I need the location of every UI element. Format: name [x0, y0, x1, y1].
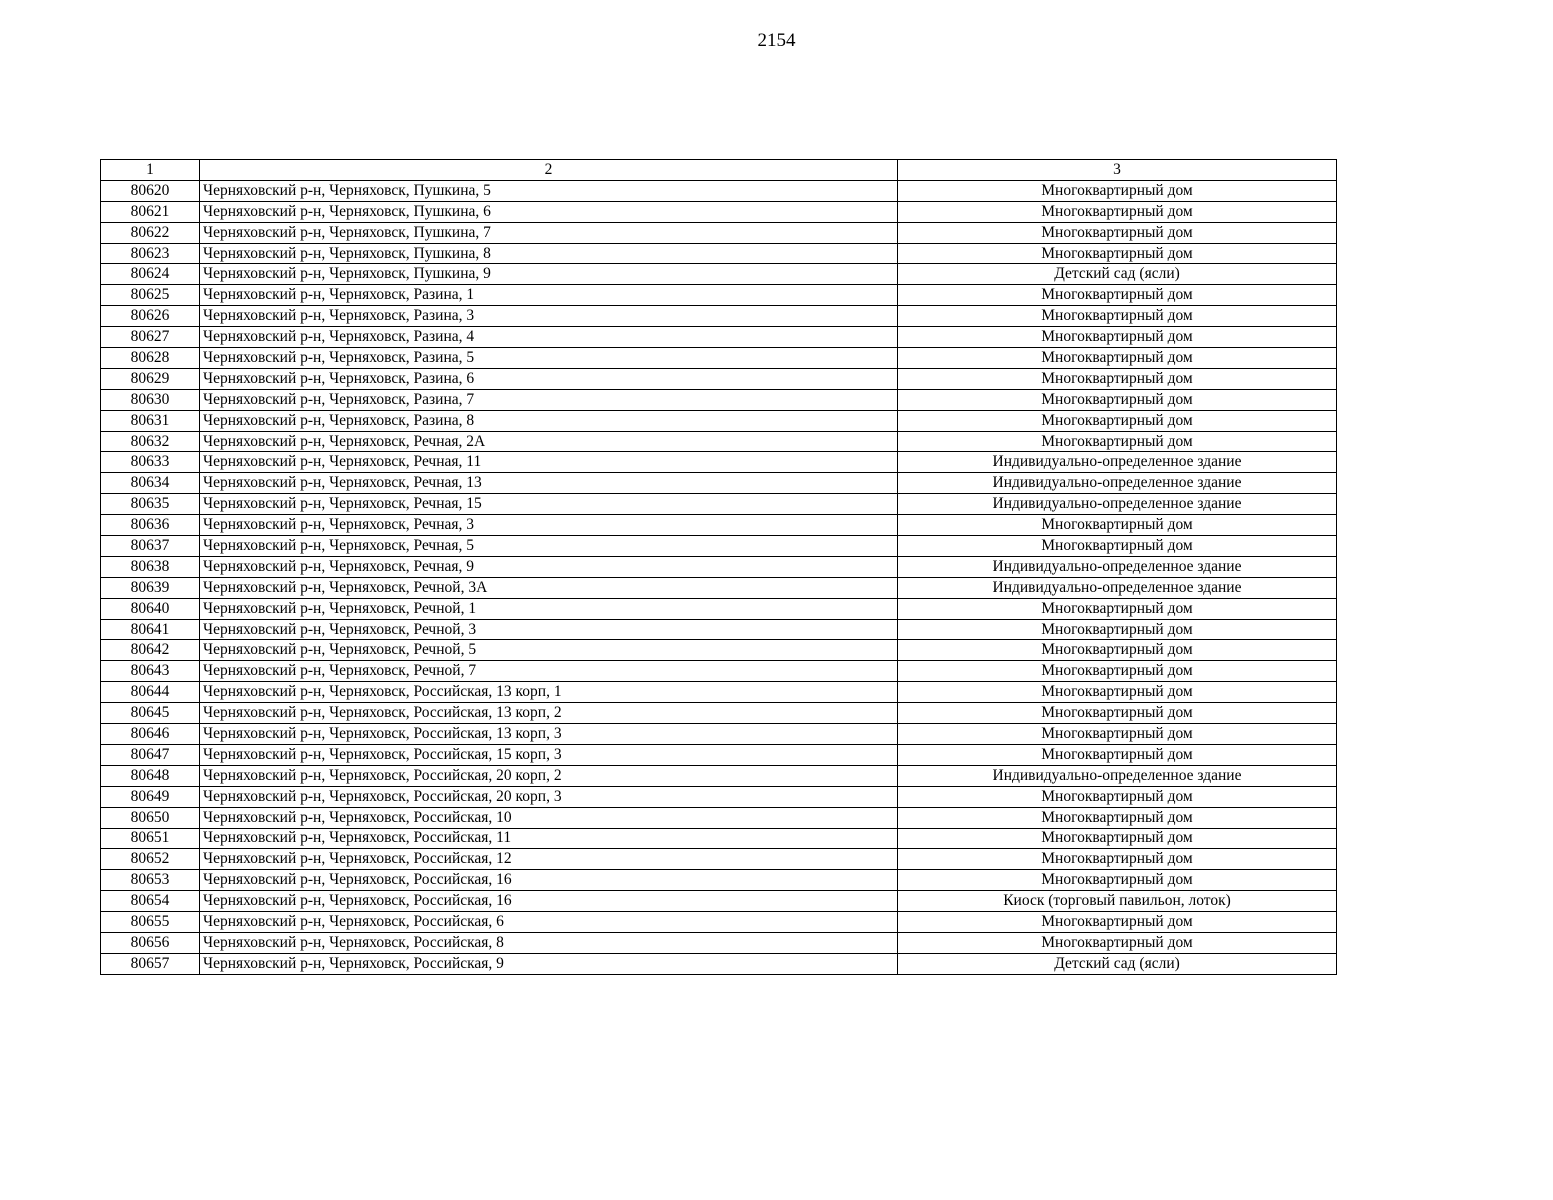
cell-id: 80623: [101, 243, 200, 264]
cell-id: 80637: [101, 536, 200, 557]
table-row: [101, 515, 1337, 536]
cell-address: Черняховский р-н, Черняховск, Российская, 6: [200, 912, 898, 933]
cell-id: 80655: [101, 912, 200, 933]
cell-address: Черняховский р-н, Черняховск, Российская, 9: [200, 953, 898, 974]
cell-object-type: Многоквартирный дом: [898, 180, 1337, 201]
cell-id: 80636: [101, 515, 200, 536]
cell-object-type: Многоквартирный дом: [898, 515, 1337, 536]
cell-object-type: Многоквартирный дом: [898, 619, 1337, 640]
cell-id: 80638: [101, 556, 200, 577]
cell-object-type: Многоквартирный дом: [898, 932, 1337, 953]
table-row: [101, 494, 1337, 515]
cell-address: Черняховский р-н, Черняховск, Разина, 3: [200, 306, 898, 327]
cell-id: 80652: [101, 849, 200, 870]
cell-object-type: Киоск (торговый павильон, лоток): [898, 891, 1337, 912]
cell-address: Черняховский р-н, Черняховск, Российская, 11: [200, 828, 898, 849]
cell-address: Черняховский р-н, Черняховск, Разина, 7: [200, 389, 898, 410]
table-row: [101, 932, 1337, 953]
table-row: [101, 285, 1337, 306]
cell-id: 80647: [101, 744, 200, 765]
table-row: [101, 306, 1337, 327]
cell-object-type: Индивидуально-определенное здание: [898, 556, 1337, 577]
cell-object-type: Многоквартирный дом: [898, 222, 1337, 243]
registry-table: [100, 159, 1337, 975]
cell-id: 80631: [101, 410, 200, 431]
cell-id: 80634: [101, 473, 200, 494]
cell-object-type: Многоквартирный дом: [898, 744, 1337, 765]
table-header-row: [101, 160, 1337, 181]
table-row: [101, 828, 1337, 849]
cell-object-type: Индивидуально-определенное здание: [898, 494, 1337, 515]
cell-object-type: Многоквартирный дом: [898, 368, 1337, 389]
cell-address: Черняховский р-н, Черняховск, Российская, 20 корп, 2: [200, 765, 898, 786]
table-row: [101, 577, 1337, 598]
table-row: [101, 180, 1337, 201]
cell-object-type: Многоквартирный дом: [898, 243, 1337, 264]
table-row: [101, 807, 1337, 828]
cell-object-type: Многоквартирный дом: [898, 682, 1337, 703]
cell-id: 80657: [101, 953, 200, 974]
cell-id: 80622: [101, 222, 200, 243]
cell-id: 80650: [101, 807, 200, 828]
cell-address: Черняховский р-н, Черняховск, Речной, 7: [200, 661, 898, 682]
table-row: [101, 264, 1337, 285]
registry-table-body: [101, 160, 1337, 975]
cell-object-type: Многоквартирный дом: [898, 348, 1337, 369]
cell-id: 80630: [101, 389, 200, 410]
cell-object-type: Индивидуально-определенное здание: [898, 452, 1337, 473]
cell-object-type: Многоквартирный дом: [898, 870, 1337, 891]
cell-id: 80641: [101, 619, 200, 640]
cell-object-type: Многоквартирный дом: [898, 661, 1337, 682]
table-row: [101, 765, 1337, 786]
cell-id: 80626: [101, 306, 200, 327]
cell-address: Черняховский р-н, Черняховск, Речной, 3А: [200, 577, 898, 598]
table-row: [101, 640, 1337, 661]
cell-id: 80653: [101, 870, 200, 891]
table-row: [101, 849, 1337, 870]
table-row: [101, 222, 1337, 243]
cell-object-type: Многоквартирный дом: [898, 912, 1337, 933]
header-cell-col1: 1: [101, 160, 200, 181]
cell-object-type: Многоквартирный дом: [898, 327, 1337, 348]
cell-address: Черняховский р-н, Черняховск, Российская, 12: [200, 849, 898, 870]
cell-object-type: Многоквартирный дом: [898, 389, 1337, 410]
cell-id: 80651: [101, 828, 200, 849]
cell-address: Черняховский р-н, Черняховск, Разина, 5: [200, 348, 898, 369]
cell-id: 80656: [101, 932, 200, 953]
cell-id: 80645: [101, 703, 200, 724]
cell-object-type: Многоквартирный дом: [898, 536, 1337, 557]
cell-address: Черняховский р-н, Черняховск, Речная, 5: [200, 536, 898, 557]
cell-address: Черняховский р-н, Черняховск, Речной, 5: [200, 640, 898, 661]
cell-address: Черняховский р-н, Черняховск, Речная, 13: [200, 473, 898, 494]
table-row: [101, 410, 1337, 431]
cell-address: Черняховский р-н, Черняховск, Российская, 15 корп, 3: [200, 744, 898, 765]
cell-object-type: Многоквартирный дом: [898, 201, 1337, 222]
cell-id: 80648: [101, 765, 200, 786]
cell-id: 80633: [101, 452, 200, 473]
table-row: [101, 389, 1337, 410]
cell-object-type: Многоквартирный дом: [898, 849, 1337, 870]
cell-address: Черняховский р-н, Черняховск, Российская, 16: [200, 870, 898, 891]
cell-address: Черняховский р-н, Черняховск, Российская, 13 корп, 2: [200, 703, 898, 724]
cell-object-type: Многоквартирный дом: [898, 786, 1337, 807]
cell-address: Черняховский р-н, Черняховск, Пушкина, 5: [200, 180, 898, 201]
cell-object-type: Многоквартирный дом: [898, 285, 1337, 306]
cell-address: Черняховский р-н, Черняховск, Разина, 1: [200, 285, 898, 306]
cell-address: Черняховский р-н, Черняховск, Речная, 15: [200, 494, 898, 515]
cell-address: Черняховский р-н, Черняховск, Российская, 10: [200, 807, 898, 828]
cell-address: Черняховский р-н, Черняховск, Российская, 13 корп, 1: [200, 682, 898, 703]
table-row: [101, 473, 1337, 494]
cell-address: Черняховский р-н, Черняховск, Российская, 13 корп, 3: [200, 724, 898, 745]
cell-address: Черняховский р-н, Черняховск, Речной, 3: [200, 619, 898, 640]
cell-id: 80629: [101, 368, 200, 389]
cell-object-type: Многоквартирный дом: [898, 703, 1337, 724]
table-row: [101, 724, 1337, 745]
cell-address: Черняховский р-н, Черняховск, Разина, 4: [200, 327, 898, 348]
table-row: [101, 682, 1337, 703]
cell-object-type: Многоквартирный дом: [898, 724, 1337, 745]
table-row: [101, 348, 1337, 369]
cell-id: 80643: [101, 661, 200, 682]
cell-address: Черняховский р-н, Черняховск, Российская, 20 корп, 3: [200, 786, 898, 807]
cell-id: 80628: [101, 348, 200, 369]
cell-id: 80624: [101, 264, 200, 285]
cell-address: Черняховский р-н, Черняховск, Речная, 11: [200, 452, 898, 473]
table-row: [101, 891, 1337, 912]
cell-id: 80642: [101, 640, 200, 661]
table-row: [101, 703, 1337, 724]
cell-id: 80635: [101, 494, 200, 515]
cell-id: 80620: [101, 180, 200, 201]
header-cell-col3: 3: [898, 160, 1337, 181]
cell-id: 80621: [101, 201, 200, 222]
cell-object-type: Индивидуально-определенное здание: [898, 577, 1337, 598]
cell-address: Черняховский р-н, Черняховск, Пушкина, 8: [200, 243, 898, 264]
cell-id: 80640: [101, 598, 200, 619]
cell-id: 80644: [101, 682, 200, 703]
table-row: [101, 953, 1337, 974]
cell-address: Черняховский р-н, Черняховск, Пушкина, 9: [200, 264, 898, 285]
cell-address: Черняховский р-н, Черняховск, Речная, 2А: [200, 431, 898, 452]
cell-id: 80646: [101, 724, 200, 745]
table-row: [101, 661, 1337, 682]
table-row: [101, 431, 1337, 452]
cell-object-type: Многоквартирный дом: [898, 828, 1337, 849]
table-row: [101, 327, 1337, 348]
header-cell-col2: 2: [200, 160, 898, 181]
cell-id: 80639: [101, 577, 200, 598]
table-row: [101, 870, 1337, 891]
cell-id: 80654: [101, 891, 200, 912]
cell-object-type: Многоквартирный дом: [898, 807, 1337, 828]
cell-address: Черняховский р-н, Черняховск, Разина, 8: [200, 410, 898, 431]
cell-address: Черняховский р-н, Черняховск, Пушкина, 7: [200, 222, 898, 243]
page-number: 2154: [757, 30, 796, 51]
table-row: [101, 452, 1337, 473]
cell-address: Черняховский р-н, Черняховск, Разина, 6: [200, 368, 898, 389]
cell-id: 80625: [101, 285, 200, 306]
table-row: [101, 744, 1337, 765]
table-row: [101, 619, 1337, 640]
cell-address: Черняховский р-н, Черняховск, Пушкина, 6: [200, 201, 898, 222]
table-row: [101, 243, 1337, 264]
table-row: [101, 912, 1337, 933]
table-row: [101, 201, 1337, 222]
table-row: [101, 786, 1337, 807]
cell-object-type: Многоквартирный дом: [898, 640, 1337, 661]
cell-object-type: Детский сад (ясли): [898, 953, 1337, 974]
cell-id: 80627: [101, 327, 200, 348]
table-row: [101, 536, 1337, 557]
cell-object-type: Индивидуально-определенное здание: [898, 473, 1337, 494]
cell-object-type: Многоквартирный дом: [898, 306, 1337, 327]
table-row: [101, 598, 1337, 619]
cell-address: Черняховский р-н, Черняховск, Российская, 16: [200, 891, 898, 912]
table-row: [101, 368, 1337, 389]
cell-address: Черняховский р-н, Черняховск, Речная, 3: [200, 515, 898, 536]
cell-object-type: Индивидуально-определенное здание: [898, 765, 1337, 786]
cell-address: Черняховский р-н, Черняховск, Речной, 1: [200, 598, 898, 619]
cell-address: Черняховский р-н, Черняховск, Речная, 9: [200, 556, 898, 577]
cell-id: 80649: [101, 786, 200, 807]
cell-address: Черняховский р-н, Черняховск, Российская, 8: [200, 932, 898, 953]
table-row: [101, 556, 1337, 577]
cell-object-type: Многоквартирный дом: [898, 598, 1337, 619]
cell-id: 80632: [101, 431, 200, 452]
cell-object-type: Детский сад (ясли): [898, 264, 1337, 285]
cell-object-type: Многоквартирный дом: [898, 431, 1337, 452]
cell-object-type: Многоквартирный дом: [898, 410, 1337, 431]
